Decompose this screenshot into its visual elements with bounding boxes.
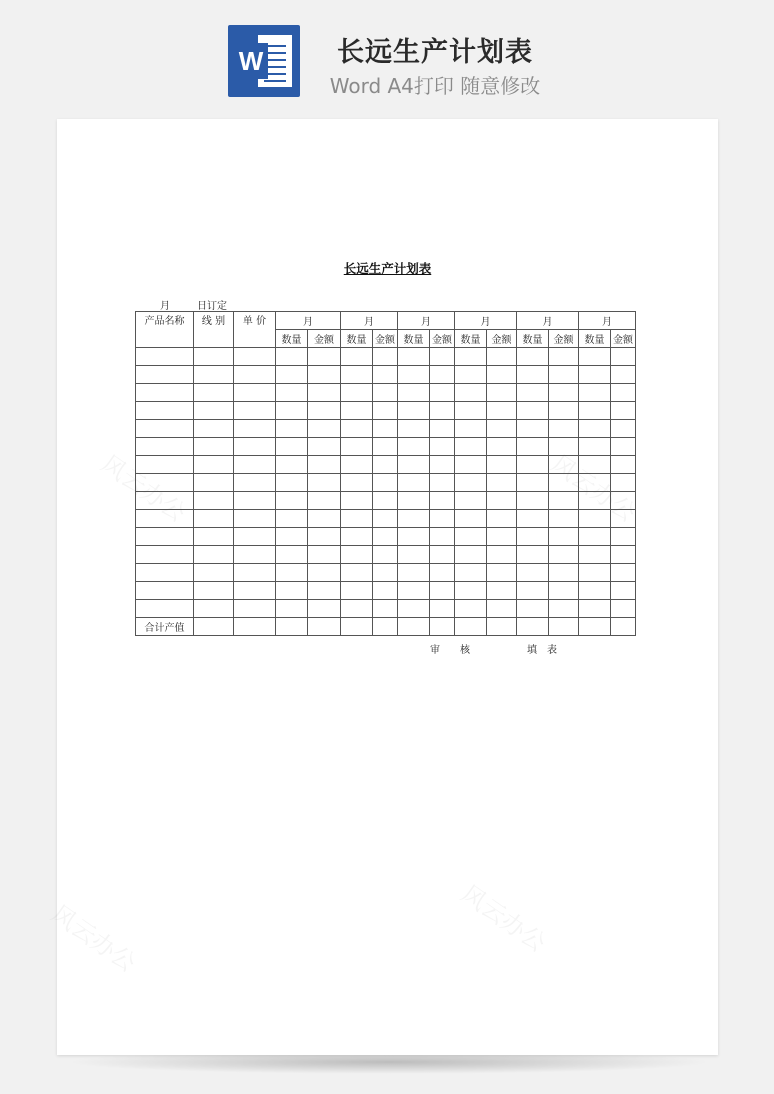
table-cell[interactable]: [455, 492, 487, 510]
document-page: [46, 119, 718, 1055]
header-month: 月: [517, 312, 579, 330]
table-cell[interactable]: [611, 348, 636, 366]
header-banner: [0, 0, 774, 110]
table-cell[interactable]: [430, 366, 455, 384]
table-cell[interactable]: [308, 528, 341, 546]
table-cell[interactable]: [611, 582, 636, 600]
table-cell[interactable]: [549, 366, 579, 384]
table-cell[interactable]: [430, 510, 455, 528]
header-quantity: 数量: [276, 330, 308, 348]
table-cell[interactable]: [611, 420, 636, 438]
table-cell[interactable]: [308, 582, 341, 600]
table-cell[interactable]: [136, 492, 194, 510]
table-cell[interactable]: [308, 402, 341, 420]
table-row: [136, 528, 636, 546]
table-row: [136, 582, 636, 600]
table-cell[interactable]: [579, 384, 611, 402]
table-cell[interactable]: [341, 546, 373, 564]
header-amount: 金额: [430, 330, 455, 348]
table-cell[interactable]: [398, 510, 430, 528]
table-cell[interactable]: [517, 528, 549, 546]
table-cell[interactable]: [455, 582, 487, 600]
table-cell[interactable]: [579, 582, 611, 600]
table-cell[interactable]: [430, 384, 455, 402]
table-row: [136, 546, 636, 564]
table-cell[interactable]: [487, 366, 517, 384]
production-plan-table: [135, 311, 636, 636]
table-cell[interactable]: [373, 510, 398, 528]
table-cell[interactable]: [136, 474, 194, 492]
table-cell[interactable]: [517, 348, 549, 366]
table-cell[interactable]: [430, 492, 455, 510]
table-cell[interactable]: [341, 348, 373, 366]
table-cell[interactable]: [308, 510, 341, 528]
table-cell[interactable]: [373, 456, 398, 474]
table-cell[interactable]: [373, 582, 398, 600]
table-cell[interactable]: [276, 366, 308, 384]
table-cell[interactable]: [194, 384, 234, 402]
table-cell[interactable]: [194, 600, 234, 618]
table-cell[interactable]: [549, 618, 579, 636]
table-cell[interactable]: [517, 474, 549, 492]
table-cell[interactable]: [455, 384, 487, 402]
table-cell[interactable]: [430, 474, 455, 492]
table-cell[interactable]: [276, 402, 308, 420]
date-day-label: 日订定: [197, 301, 227, 312]
table-cell[interactable]: [234, 366, 276, 384]
table-cell[interactable]: [455, 510, 487, 528]
table-cell[interactable]: [549, 456, 579, 474]
table-cell[interactable]: [194, 564, 234, 582]
table-cell[interactable]: [308, 618, 341, 636]
table-cell[interactable]: [487, 474, 517, 492]
table-cell[interactable]: [430, 618, 455, 636]
table-cell[interactable]: [549, 348, 579, 366]
table-cell[interactable]: [430, 582, 455, 600]
total-label: 合计产值: [136, 618, 194, 636]
table-cell[interactable]: [487, 384, 517, 402]
table-cell[interactable]: [341, 582, 373, 600]
table-cell[interactable]: [136, 366, 194, 384]
table-cell[interactable]: [136, 510, 194, 528]
fill-label: 填 表: [527, 645, 557, 656]
table-cell[interactable]: [455, 438, 487, 456]
table-cell[interactable]: [276, 600, 308, 618]
table-cell[interactable]: [194, 402, 234, 420]
table-cell[interactable]: [276, 420, 308, 438]
table-cell[interactable]: [194, 510, 234, 528]
table-row: [136, 420, 636, 438]
table-cell[interactable]: [194, 420, 234, 438]
header-amount: 金额: [487, 330, 517, 348]
table-cell[interactable]: [549, 474, 579, 492]
table-cell[interactable]: [276, 546, 308, 564]
watermark: 风云办公: [456, 879, 551, 958]
table-cell[interactable]: [611, 492, 636, 510]
table-cell[interactable]: [341, 366, 373, 384]
table-cell[interactable]: [549, 564, 579, 582]
table-cell[interactable]: [308, 438, 341, 456]
table-cell[interactable]: [579, 492, 611, 510]
table-cell[interactable]: [430, 600, 455, 618]
table-cell[interactable]: [308, 420, 341, 438]
table-cell[interactable]: [398, 456, 430, 474]
table-cell[interactable]: [487, 438, 517, 456]
table-row: [136, 492, 636, 510]
table-cell[interactable]: [136, 438, 194, 456]
table-cell[interactable]: [341, 474, 373, 492]
table-cell[interactable]: [234, 438, 276, 456]
table-cell[interactable]: [194, 546, 234, 564]
table-cell[interactable]: [136, 600, 194, 618]
table-cell[interactable]: [194, 474, 234, 492]
table-cell[interactable]: [455, 528, 487, 546]
table-cell[interactable]: [308, 456, 341, 474]
table-row: [136, 366, 636, 384]
table-cell[interactable]: [487, 600, 517, 618]
table-cell[interactable]: [398, 618, 430, 636]
table-cell[interactable]: [308, 492, 341, 510]
table-cell[interactable]: [430, 402, 455, 420]
table-cell[interactable]: [194, 456, 234, 474]
table-cell[interactable]: [517, 384, 549, 402]
table-cell[interactable]: [308, 384, 341, 402]
table-cell[interactable]: [487, 492, 517, 510]
table-cell[interactable]: [487, 510, 517, 528]
table-cell[interactable]: [136, 582, 194, 600]
table-cell[interactable]: [373, 474, 398, 492]
table-row: [136, 564, 636, 582]
table-row: [136, 474, 636, 492]
header-quantity: 数量: [398, 330, 430, 348]
table-cell[interactable]: [276, 492, 308, 510]
table-cell[interactable]: [136, 546, 194, 564]
table-cell[interactable]: [455, 456, 487, 474]
table-cell[interactable]: [398, 546, 430, 564]
table-cell[interactable]: [430, 528, 455, 546]
table-cell[interactable]: [234, 492, 276, 510]
table-cell[interactable]: [487, 420, 517, 438]
table-cell[interactable]: [234, 402, 276, 420]
header-title: 长远生产计划表: [337, 37, 533, 68]
table-cell[interactable]: [341, 402, 373, 420]
table-cell[interactable]: [455, 618, 487, 636]
table-cell[interactable]: [549, 510, 579, 528]
table-cell[interactable]: [517, 618, 549, 636]
table-cell[interactable]: [308, 474, 341, 492]
table-cell[interactable]: [373, 438, 398, 456]
header-month: 月: [276, 312, 341, 330]
table-cell[interactable]: [398, 492, 430, 510]
table-cell[interactable]: [234, 384, 276, 402]
table-cell[interactable]: [341, 384, 373, 402]
table-cell[interactable]: [373, 420, 398, 438]
table-cell[interactable]: [398, 528, 430, 546]
table-cell[interactable]: [455, 366, 487, 384]
table-cell[interactable]: [373, 600, 398, 618]
document-title: 长远生产计划表: [343, 261, 432, 276]
table-cell[interactable]: [341, 438, 373, 456]
table-cell[interactable]: [579, 618, 611, 636]
table-cell[interactable]: [430, 456, 455, 474]
watermark: 风云办公: [546, 449, 641, 528]
table-cell[interactable]: [194, 366, 234, 384]
table-cell[interactable]: [276, 474, 308, 492]
header-amount: 金额: [611, 330, 636, 348]
table-cell[interactable]: [455, 420, 487, 438]
table-cell[interactable]: [136, 528, 194, 546]
table-cell[interactable]: [455, 564, 487, 582]
table-cell[interactable]: [579, 348, 611, 366]
header-line: 线 别: [194, 312, 234, 348]
watermark: 风云办公: [96, 449, 191, 528]
watermark: 风云办公: [46, 899, 141, 978]
header-amount: 金额: [308, 330, 341, 348]
table-cell[interactable]: [611, 600, 636, 618]
table-cell[interactable]: [579, 366, 611, 384]
table-cell[interactable]: [341, 492, 373, 510]
table-cell[interactable]: [308, 600, 341, 618]
table-cell[interactable]: [611, 366, 636, 384]
table-cell[interactable]: [430, 420, 455, 438]
table-cell[interactable]: [308, 546, 341, 564]
table-cell[interactable]: [234, 456, 276, 474]
table-cell[interactable]: [517, 564, 549, 582]
table-cell[interactable]: [234, 420, 276, 438]
table-cell[interactable]: [276, 528, 308, 546]
table-cell[interactable]: [517, 402, 549, 420]
table-cell[interactable]: [194, 582, 234, 600]
table-cell[interactable]: [136, 420, 194, 438]
table-cell[interactable]: [398, 474, 430, 492]
table-cell[interactable]: [487, 564, 517, 582]
table-cell[interactable]: [398, 600, 430, 618]
table-cell[interactable]: [579, 528, 611, 546]
table-cell[interactable]: [549, 420, 579, 438]
table-cell[interactable]: [549, 402, 579, 420]
table-cell[interactable]: [487, 582, 517, 600]
table-row: [136, 348, 636, 366]
table-cell[interactable]: [430, 348, 455, 366]
table-cell[interactable]: [276, 438, 308, 456]
table-cell[interactable]: [276, 384, 308, 402]
table-cell[interactable]: [234, 474, 276, 492]
table-cell[interactable]: [611, 564, 636, 582]
table-cell[interactable]: [194, 438, 234, 456]
table-row: [136, 384, 636, 402]
table-cell[interactable]: [194, 348, 234, 366]
word-icon: [228, 25, 300, 97]
table-cell[interactable]: [549, 384, 579, 402]
table-cell[interactable]: [455, 402, 487, 420]
review-label: 审 核: [430, 645, 470, 656]
table-cell[interactable]: [430, 546, 455, 564]
table-cell[interactable]: [549, 546, 579, 564]
table-cell[interactable]: [234, 564, 276, 582]
table-cell[interactable]: [373, 402, 398, 420]
table-cell[interactable]: [194, 528, 234, 546]
table-cell[interactable]: [517, 366, 549, 384]
header-month: 月: [455, 312, 517, 330]
header-quantity: 数量: [455, 330, 487, 348]
table-cell[interactable]: [234, 546, 276, 564]
table-cell[interactable]: [194, 492, 234, 510]
table-cell[interactable]: [341, 456, 373, 474]
header-month: 月: [398, 312, 455, 330]
table-cell[interactable]: [487, 456, 517, 474]
table-cell[interactable]: [398, 420, 430, 438]
table-cell[interactable]: [455, 600, 487, 618]
table-cell[interactable]: [373, 618, 398, 636]
table-cell[interactable]: [373, 546, 398, 564]
table-cell[interactable]: [136, 564, 194, 582]
table-cell[interactable]: [308, 564, 341, 582]
table-cell[interactable]: [487, 546, 517, 564]
table-cell[interactable]: [398, 402, 430, 420]
table-cell[interactable]: [611, 402, 636, 420]
table-cell[interactable]: [234, 528, 276, 546]
table-cell[interactable]: [234, 582, 276, 600]
table-cell[interactable]: [517, 546, 549, 564]
table-cell[interactable]: [276, 582, 308, 600]
header-quantity: 数量: [341, 330, 373, 348]
table-cell[interactable]: [194, 618, 234, 636]
table-cell[interactable]: [136, 402, 194, 420]
table-cell[interactable]: [136, 384, 194, 402]
header-unit-price: 单 价: [234, 312, 276, 348]
header-month: 月: [341, 312, 398, 330]
table-cell[interactable]: [276, 348, 308, 366]
table-row: [136, 402, 636, 420]
table-cell[interactable]: [517, 438, 549, 456]
table-cell[interactable]: [579, 600, 611, 618]
table-cell[interactable]: [398, 348, 430, 366]
header-quantity: 数量: [579, 330, 611, 348]
table-cell[interactable]: [308, 366, 341, 384]
table-cell[interactable]: [398, 564, 430, 582]
table-cell[interactable]: [549, 600, 579, 618]
table-row: [136, 600, 636, 618]
table-cell[interactable]: [487, 618, 517, 636]
table-cell[interactable]: [455, 348, 487, 366]
header-subtitle: Word A4打印 随意修改: [329, 74, 541, 98]
table-cell[interactable]: [398, 582, 430, 600]
table-cell[interactable]: [276, 564, 308, 582]
header-quantity: 数量: [517, 330, 549, 348]
table-cell[interactable]: [234, 348, 276, 366]
table-cell[interactable]: [579, 402, 611, 420]
table-cell[interactable]: [341, 420, 373, 438]
table-cell[interactable]: [234, 600, 276, 618]
table-cell[interactable]: [341, 528, 373, 546]
table-cell[interactable]: [611, 528, 636, 546]
table-cell[interactable]: [234, 618, 276, 636]
table-cell[interactable]: [517, 510, 549, 528]
table-cell[interactable]: [517, 582, 549, 600]
table-cell[interactable]: [487, 348, 517, 366]
table-cell[interactable]: [549, 438, 579, 456]
table-cell[interactable]: [398, 366, 430, 384]
table-cell[interactable]: [611, 474, 636, 492]
table-cell[interactable]: [373, 492, 398, 510]
table-cell[interactable]: [549, 528, 579, 546]
table-cell[interactable]: [276, 618, 308, 636]
table-cell[interactable]: [455, 474, 487, 492]
table-cell[interactable]: [517, 420, 549, 438]
table-cell[interactable]: [373, 366, 398, 384]
header-month: 月: [579, 312, 636, 330]
table-cell[interactable]: [579, 510, 611, 528]
table-cell[interactable]: [611, 456, 636, 474]
table-cell[interactable]: [579, 546, 611, 564]
table-cell[interactable]: [341, 510, 373, 528]
table-cell[interactable]: [611, 510, 636, 528]
table-cell[interactable]: [517, 600, 549, 618]
date-month-label: 月: [160, 301, 170, 312]
table-cell[interactable]: [276, 456, 308, 474]
table-row: [136, 438, 636, 456]
table-cell[interactable]: [579, 564, 611, 582]
table-cell[interactable]: [455, 546, 487, 564]
table-cell[interactable]: [549, 582, 579, 600]
total-row: [136, 618, 636, 636]
table-row: [136, 456, 636, 474]
table-cell[interactable]: [276, 510, 308, 528]
table-cell[interactable]: [398, 384, 430, 402]
table-cell[interactable]: [373, 348, 398, 366]
table-cell[interactable]: [308, 348, 341, 366]
table-cell[interactable]: [579, 456, 611, 474]
table-cell[interactable]: [611, 438, 636, 456]
table-cell[interactable]: [398, 438, 430, 456]
table-cell[interactable]: [341, 618, 373, 636]
table-cell[interactable]: [579, 420, 611, 438]
header-amount: 金额: [373, 330, 398, 348]
table-cell[interactable]: [487, 528, 517, 546]
header-product-name: 产品名称: [136, 312, 194, 348]
table-header-row: [136, 312, 636, 330]
table-cell[interactable]: [341, 600, 373, 618]
table-row: [136, 510, 636, 528]
table-cell[interactable]: [611, 384, 636, 402]
table-cell[interactable]: [517, 456, 549, 474]
table-cell[interactable]: [373, 528, 398, 546]
table-cell[interactable]: [234, 510, 276, 528]
table-cell[interactable]: [136, 348, 194, 366]
table-cell[interactable]: [611, 618, 636, 636]
table-cell[interactable]: [430, 564, 455, 582]
table-cell[interactable]: [430, 438, 455, 456]
table-cell[interactable]: [341, 564, 373, 582]
table-cell[interactable]: [373, 564, 398, 582]
word-icon-letter: W: [234, 43, 268, 79]
table-cell[interactable]: [611, 546, 636, 564]
table-cell[interactable]: [517, 492, 549, 510]
table-cell[interactable]: [136, 456, 194, 474]
table-cell[interactable]: [579, 438, 611, 456]
header-amount: 金额: [549, 330, 579, 348]
table-cell[interactable]: [487, 402, 517, 420]
table-cell[interactable]: [579, 474, 611, 492]
table-cell[interactable]: [373, 384, 398, 402]
table-cell[interactable]: [549, 492, 579, 510]
